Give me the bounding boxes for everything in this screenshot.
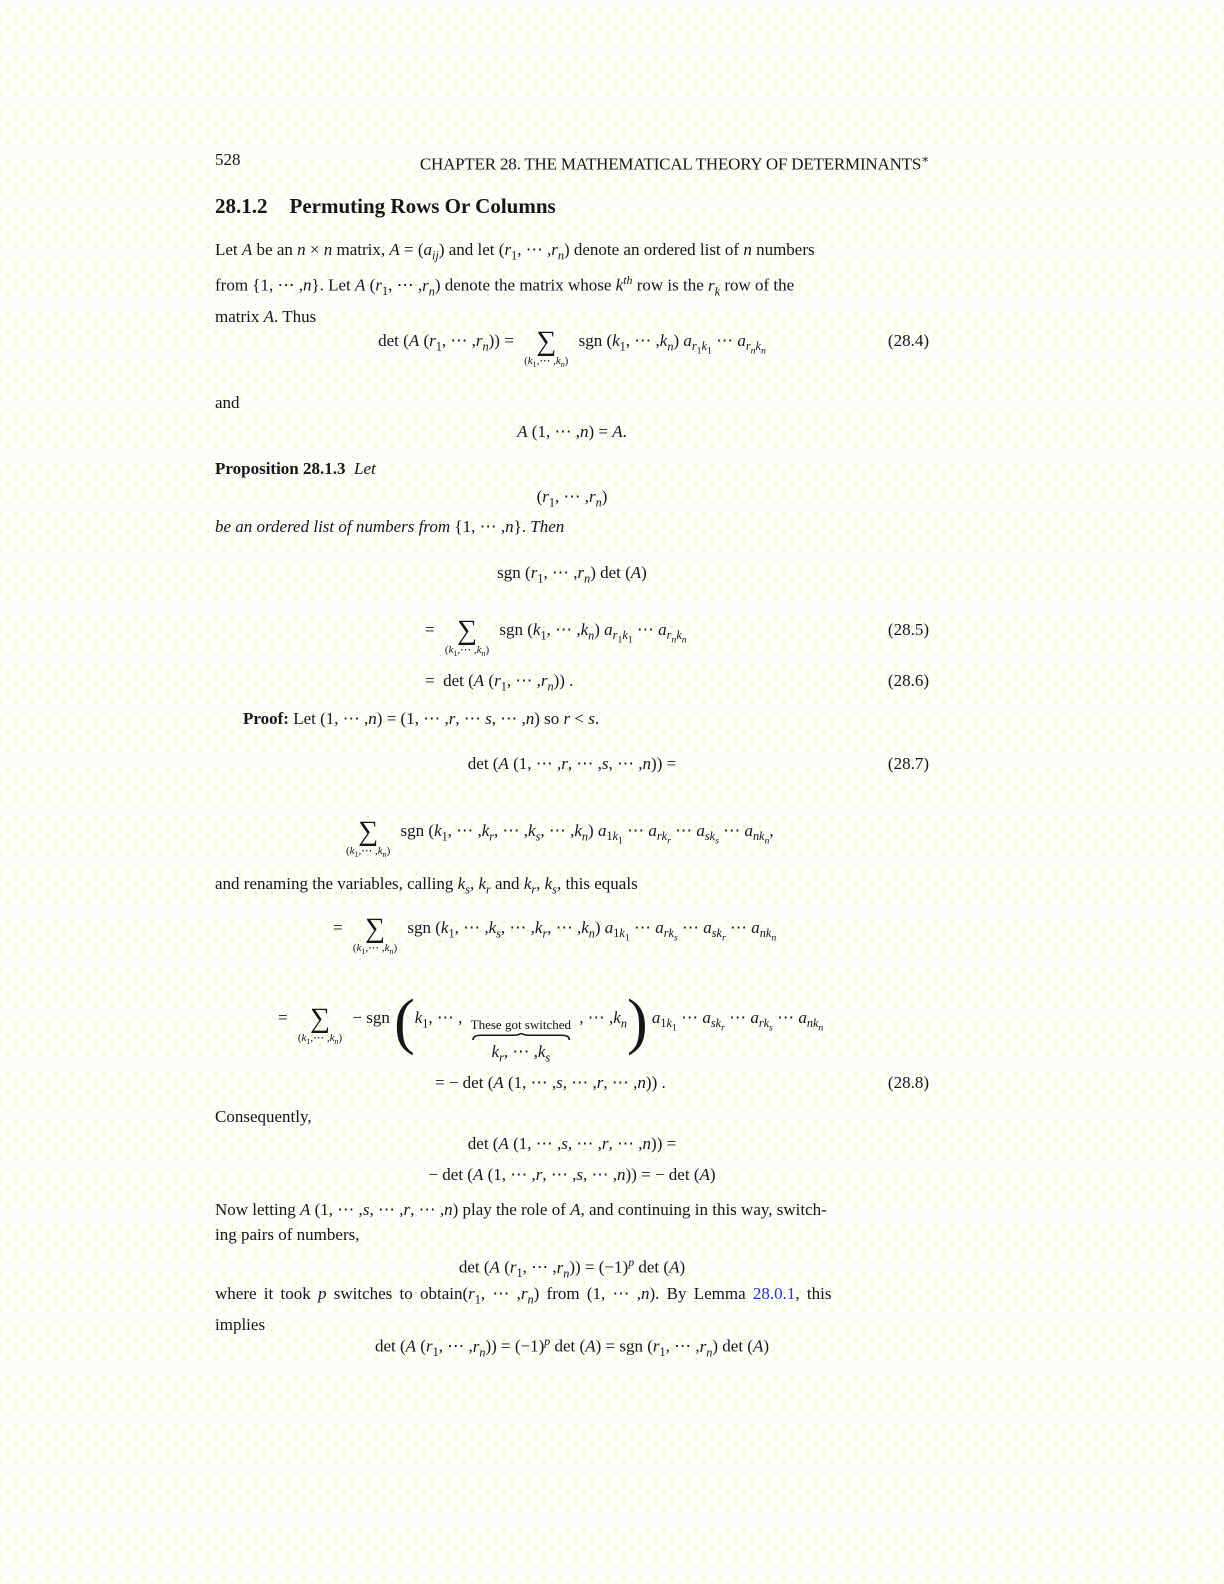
equation-28-6-body: = det (A ($r_1$, ⋯ $,r_n$)) . [425,671,574,694]
overbrace-group [467,1017,575,1069]
equation-28-5-body: = ∑ ($k_1,\cdots$ $,k_n$) sgn ($k_1$, ⋯ $,k_n$) $a_{r_1k_1}$ ⋯ $a_{r_nk_n}$ [425,615,687,659]
overbrace-content: $k_r$, ⋯ $,k_s$ [491,1042,551,1065]
equation-28-6-tag: (28.6) [887,671,929,690]
equation-sgn-det: sgn ($r_1$, ⋯ $,r_n$) det (A) [497,563,647,586]
equation-switched [215,988,929,1069]
paragraph-renaming: and renaming the variables, calling $k_s$, $k_r$ and $k_r$, $k_s$, this equals [215,874,638,897]
equation-minus-one-p: det (A ($r_1$, ⋯ $,r_n)) = (-1)^p$ det (A) [458,1255,686,1281]
chapter-header-star: ∗ [921,152,929,166]
where-text-before: where it took p switches to $obtain(r_1$, ⋯ $,r_n$) from (1, ⋯ ,n). By Lemma [215,1284,753,1307]
big-paren-close: ) [626,988,648,1056]
equation-28-8-tag: (28.8) [887,1073,929,1092]
equation-28-4-tag: (28.4) [887,331,929,350]
equation-28-7 [215,751,929,777]
equation-r-list: ($r_1$, ⋯ $,r_n$) [536,487,608,510]
paragraph-proof [215,706,929,731]
proposition-label: Proposition 28.1.3 [215,459,346,478]
equation-28-5 [215,615,929,659]
equation-28-8-body: = − det (A (1, ⋯ ,s, ⋯ ,r, ⋯ ,n)) . [435,1073,666,1092]
equation-switched-prefix: = ∑ ($k_1,\cdots$ $,k_n$) − sgn [278,1003,395,1047]
running-header [215,147,929,172]
where-text-after: , this implies [215,1284,832,1335]
big-paren-open: ( [394,988,415,1056]
paragraph-ordered-list: be an ordered list of numbers from {1, ⋯ ,n}. Then [215,517,565,536]
overbrace-icon [471,1033,571,1040]
proof-text: Let (1, ⋯ ,n) = (1, ⋯ ,r, ⋯ s, ⋯ ,n) so r < s. [288,709,600,728]
proposition-let: Let [354,459,376,478]
overbrace-label: These got switched [470,1017,572,1032]
equation-switched-args-after: , ⋯ $,k_n$ [575,1008,627,1031]
equation-28-7-tag: (28.7) [887,754,929,773]
text-consequently: Consequently, [215,1107,312,1126]
paragraph-intro: Let A be an n × n matrix, $A = (a_{ij})$ and let ($r_1$, ⋯ $,r_n$) denote an ordered list of n numbers from {1, ⋯ ,n}. Let A ($r_1$, ⋯ $,r_n$) denote the matrix whose $k^{th}$ row is the $r_k$ row of the matrix A. Thus [215,240,815,327]
chapter-header-text: CHAPTER 28. THE MATHEMATICAL THEORY OF DETERMINANTS [419,154,922,174]
equation-identity: A (1, ⋯ ,n) = A. [517,422,627,441]
equation-consequence-1: det (A (1, ⋯ ,s, ⋯ ,r, ⋯ ,n)) = [467,1134,677,1153]
page-number: 528 [215,150,241,169]
equation-28-7-body: det (A (1, ⋯ ,r, ⋯ ,s, ⋯ ,n)) = [467,754,677,773]
equation-28-8 [215,1070,929,1096]
lemma-28-0-1-link[interactable]: 28.0.1 [752,1284,796,1303]
paragraph-now-letting: Now letting A (1, ⋯ ,s, ⋯ ,r, ⋯ ,n) play the role of A, and continuing in this way, switch- ing pairs of numbers, [215,1200,827,1244]
equation-28-5-tag: (28.5) [887,620,929,639]
equation-switched-args-before: $k_1$, ⋯ , [414,1008,467,1031]
equation-28-4 [215,326,929,370]
equation-sum-expanded: ∑ ($k_1,\cdots$ $,k_n$) sgn ($k_1$, ⋯ $,k_r$, ⋯ $,k_s$, ⋯ $,k_n$) $a_{1k_1}$ ⋯ $a_{rk_r}$ ⋯ $a_{sk_s}$ ⋯ $a_{nk_n}$, [346,816,774,860]
proof-label: Proof: [243,709,289,728]
proposition-heading [215,456,929,481]
equation-consequence-2: − det (A (1, ⋯ ,r, ⋯ ,s, ⋯ ,n)) = − det (A) [428,1165,716,1184]
equation-switched-rhs: $a_{1k_1}$ ⋯ $a_{sk_r}$ ⋯ $a_{rk_s}$ ⋯ $a_{nk_n}$ [651,1008,824,1034]
text-and: and [215,393,240,412]
section-number: 28.1.2 [215,194,268,218]
equation-sum-renamed: = ∑ ($k_1,\cdots$ $,k_n$) sgn ($k_1$, ⋯ $,k_s$, ⋯ $,k_r$, ⋯ $,k_n$) $a_{1k_1}$ ⋯ $a_{rk_s}$ ⋯ $a_{sk_r}$ ⋯ $a_{nk_n}$ [333,913,777,957]
section-title: Permuting Rows Or Columns [289,194,556,218]
equation-28-6 [215,668,929,699]
equation-final: det (A ($r_1$, ⋯ $,r_n)) = (-1)^p$ det (A) = sgn ($r_1$, ⋯ $,r_n$) det (A) [374,1334,770,1360]
chapter-header [420,147,929,177]
equation-28-4-body: det (A ($r_1$, ⋯ $,r_n$)) = ∑ ($k_1,\cdots$ $,k_n$) sgn ($k_1$, ⋯ $,k_n$) $a_{r_1k_1}$ ⋯ $a_{r_nk_n}$ [378,326,766,370]
section-heading [215,194,929,219]
